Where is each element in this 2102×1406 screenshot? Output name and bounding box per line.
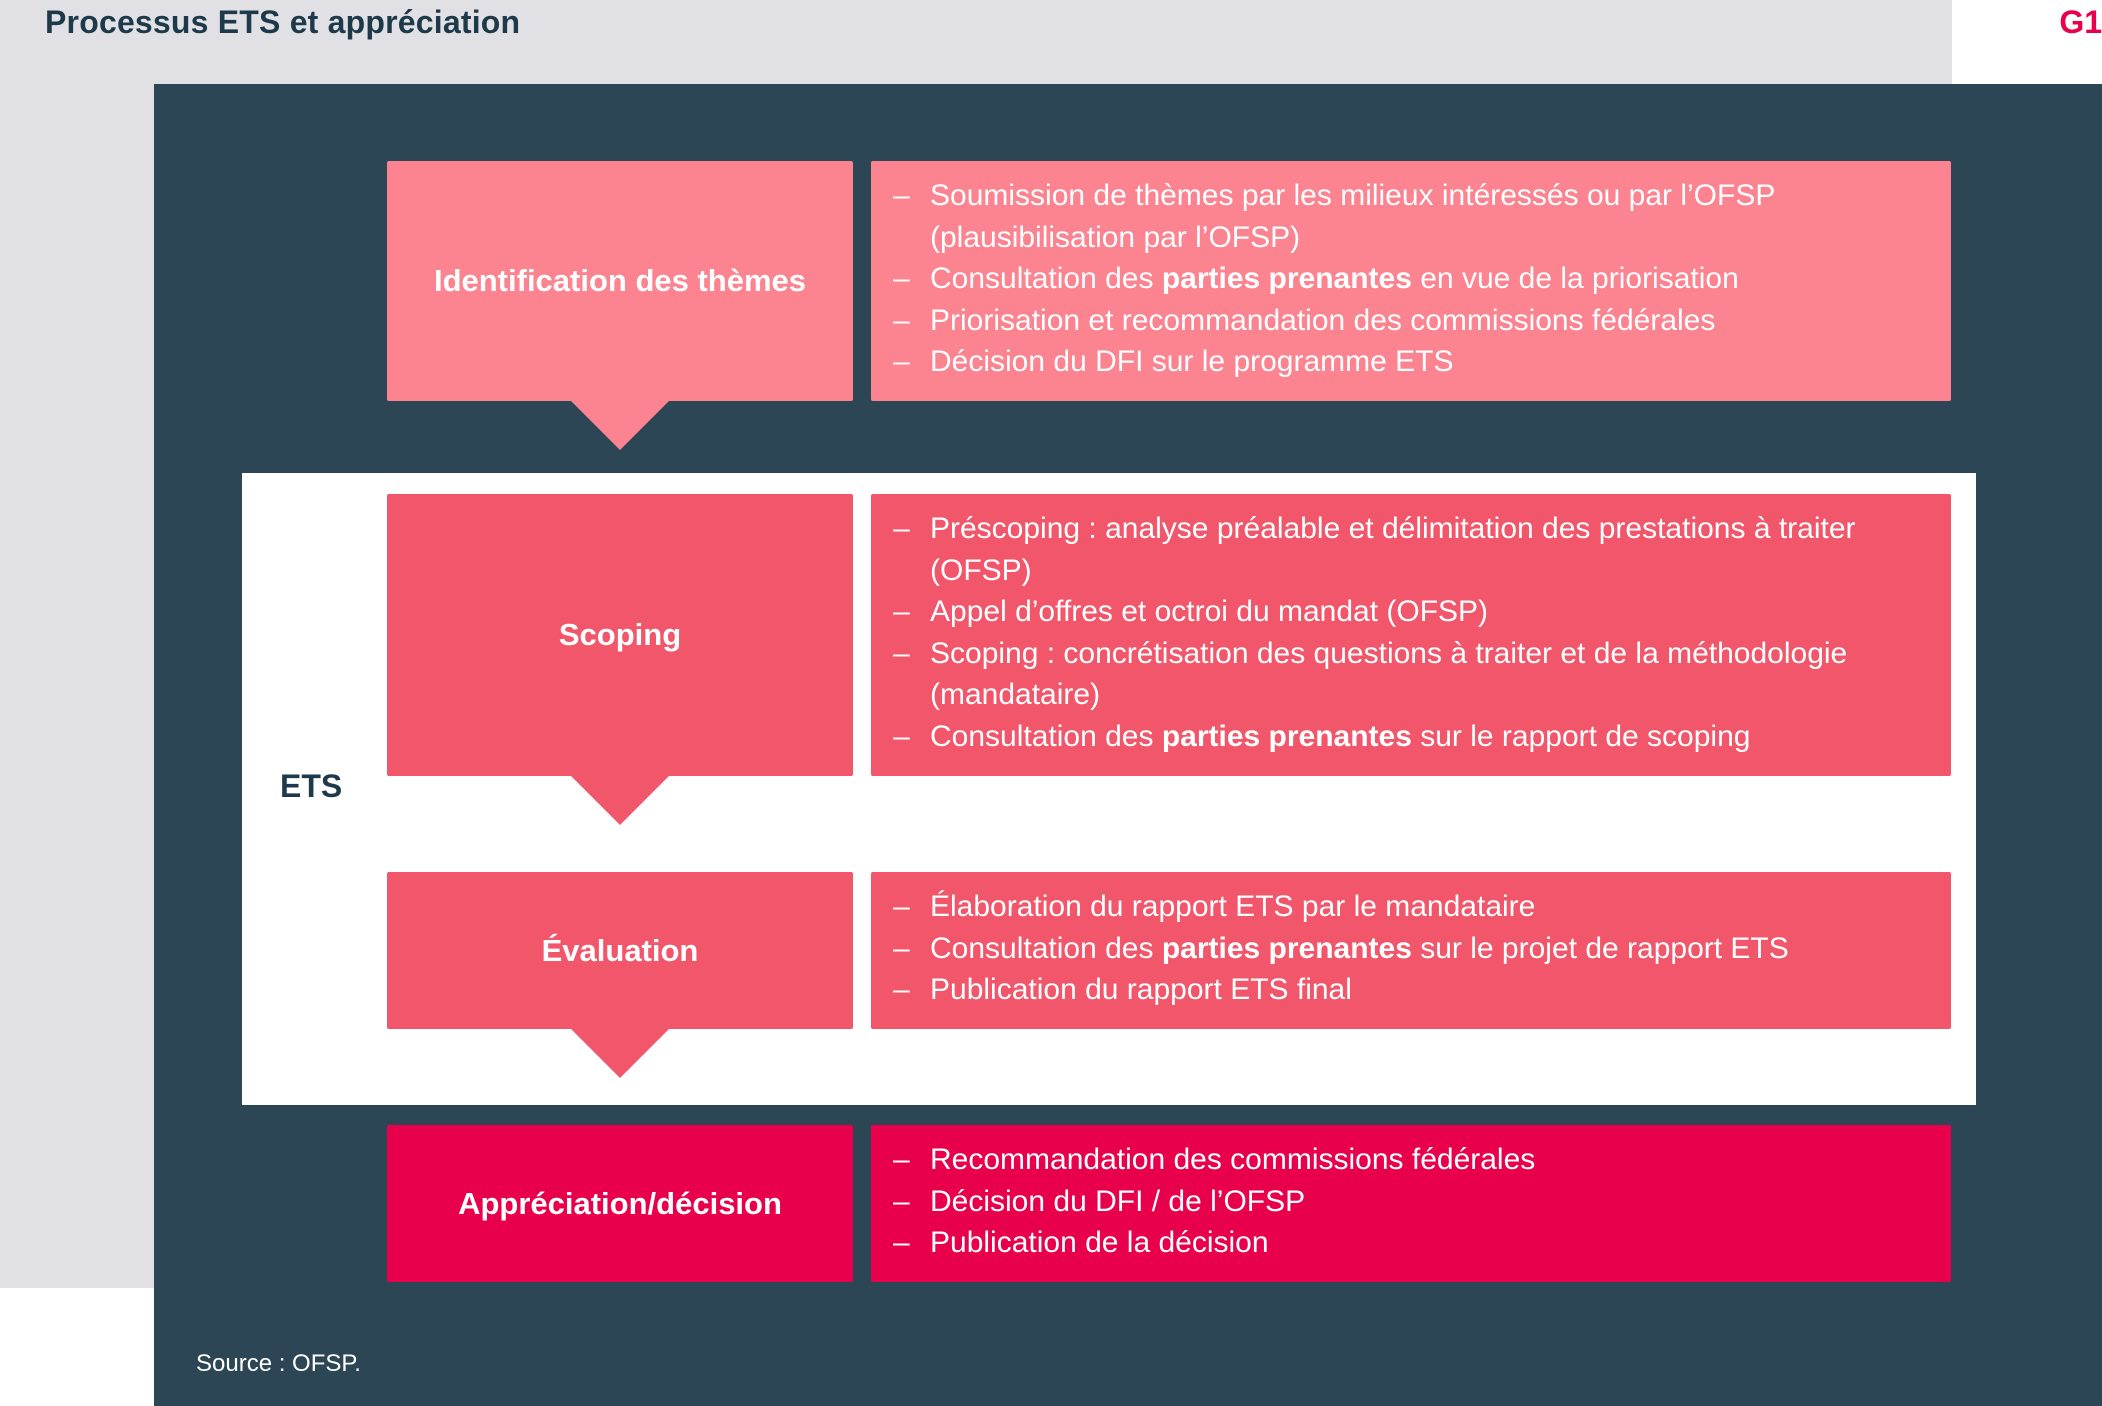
bullet-marker: – [893,1226,910,1259]
bullet-marker: – [893,719,910,753]
step-detail-evaluation [871,872,1951,1029]
bullet-item [893,300,1933,342]
bullet-text [930,886,1933,928]
bullet-text-part: Appel d’offres et octroi du mandat (OFSP) [930,595,1489,628]
step-title-scoping: Scoping [387,494,853,776]
bullet-text-part: Priorisation et recommandation des commissions fédérales [930,303,1716,337]
bullet-text [930,258,1933,300]
bullet-text-part: Publication de la décision [930,1226,1269,1259]
bullet-text-part: Scoping : concrétisation des questions à traiter et de la méthodologie (mandataire) [930,636,1848,711]
bullet-text [930,1222,1933,1264]
bullet-text-part: Recommandation des commissions fédérales [930,1143,1536,1176]
bullet-text-part: Décision du DFI sur le programme ETS [930,345,1454,378]
bullet-text [930,969,1933,1011]
bullet-text [930,1181,1933,1223]
bullet-emphasis: parties prenantes [1161,931,1412,965]
step-arrow-identification [570,400,670,452]
bullet-marker: – [893,595,910,628]
bullet-item [893,886,1933,928]
bullet-marker: – [893,512,910,545]
ets-label: ETS [280,768,343,804]
bullet-marker: – [893,890,910,923]
bullet-item [893,928,1933,970]
bullet-marker: – [893,262,910,295]
bullet-text [930,300,1933,342]
bullet-marker: – [893,1143,910,1176]
bullet-item [893,508,1933,591]
bullet-marker: – [893,1184,910,1218]
step-detail-scoping [871,494,1951,776]
bullet-item [893,1181,1933,1223]
bullet-text-part: Publication du rapport ETS final [930,973,1352,1006]
bullet-text-part: Soumission de thèmes par les milieux intéressés ou par l’OFSP (plausibilisation par l’OFSP) [930,179,1775,254]
bullet-text-part: Consultation des [930,719,1162,753]
step-arrow-evaluation [570,1028,670,1080]
bullet-text [930,633,1933,716]
step-detail-appreciation [871,1125,1951,1282]
bullet-text [930,508,1933,591]
bullet-marker: – [893,636,910,670]
bullet-item [893,969,1933,1011]
bullet-text-part: Préscoping : analyse préalable et délimitation des prestations à traiter (OFSP) [930,512,1856,587]
page-title: Processus ETS et appréciation [45,4,521,40]
bullet-emphasis: parties prenantes [1161,262,1412,295]
bullet-item [893,258,1933,300]
bullet-text-part: Consultation des [930,931,1162,965]
bullet-text-part: en vue de la priorisation [1411,262,1739,295]
bullet-marker: – [893,931,910,965]
bullet-emphasis: parties prenantes [1161,719,1412,753]
figure-id: G1 [2059,4,2102,40]
bullet-text [930,928,1933,970]
bullet-text [930,341,1933,383]
bullet-text-part: sur le rapport de scoping [1411,719,1751,753]
bullet-item [893,1222,1933,1264]
bullet-text-part: sur le projet de rapport ETS [1411,931,1789,965]
bullet-marker: – [893,973,910,1006]
bullet-item [893,591,1933,633]
bullet-text-part: Élaboration du rapport ETS par le mandataire [930,890,1536,923]
step-arrow-scoping [570,775,670,827]
bullet-item [893,633,1933,716]
bullet-text [930,175,1933,258]
bullet-text [930,1139,1933,1181]
bullet-item [893,1139,1933,1181]
bullet-marker: – [893,303,910,337]
step-title-appreciation: Appréciation/décision [387,1125,853,1282]
bullet-item [893,341,1933,383]
step-detail-identification [871,161,1951,401]
source-note: Source : OFSP. [196,1350,361,1377]
bullet-item [893,175,1933,258]
bullet-marker: – [893,179,910,212]
bullet-marker: – [893,345,910,378]
bullet-text-part: Consultation des [930,262,1162,295]
step-title-evaluation: Évaluation [387,872,853,1029]
step-title-identification: Identification des thèmes [387,161,853,401]
bullet-text-part: Décision du DFI / de l’OFSP [930,1184,1306,1218]
bullet-text [930,716,1933,758]
bullet-text [930,591,1933,633]
bullet-item [893,716,1933,758]
